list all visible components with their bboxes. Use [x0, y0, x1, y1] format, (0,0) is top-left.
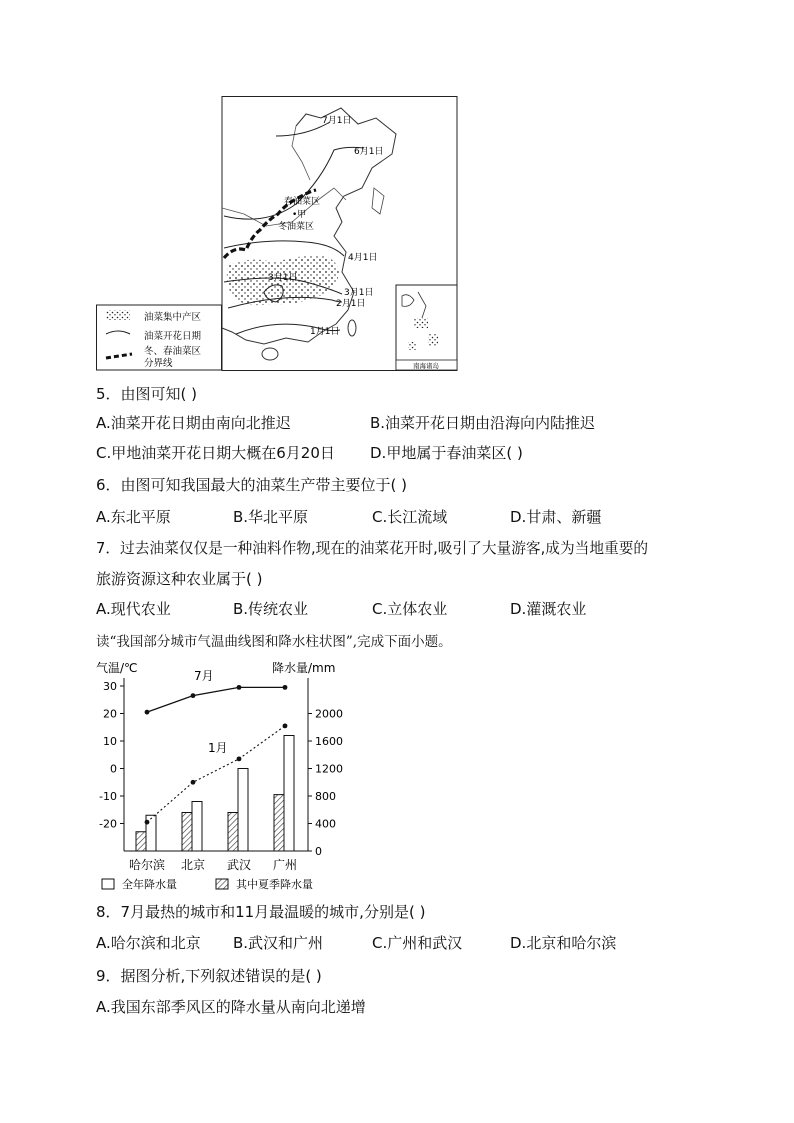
- rapeseed-map: [96, 96, 460, 376]
- xtick-label: 哈尔滨: [128, 858, 166, 872]
- ylabel-left: 气温/℃: [96, 661, 138, 675]
- ytick-right-label: 800: [315, 790, 336, 803]
- point-july-temp: [145, 710, 150, 715]
- q5-option-b[interactable]: B.油菜开花日期由沿海向内陆推迟: [370, 414, 596, 432]
- question-9-stem: 9．据图分析,下列叙述错误的是( ): [96, 967, 322, 985]
- legend-swatch-summer: [216, 879, 228, 889]
- ytick-left-label: 10: [103, 735, 117, 748]
- climate-chart: [90, 654, 350, 896]
- ytick-left-label: 0: [110, 762, 117, 776]
- legend-summer: 其中夏季降水量: [236, 878, 313, 891]
- label-jan1: 1月1日: [310, 327, 340, 337]
- inset-label: 南海诸岛: [413, 362, 439, 370]
- ytick-right-label: 1600: [315, 735, 343, 748]
- ytick-left-label: -20: [99, 817, 117, 831]
- ytick-right-label: 2000: [315, 707, 343, 721]
- q8-option-c[interactable]: C.广州和武汉: [372, 934, 463, 952]
- ytick-left-label: 30: [103, 680, 117, 693]
- q9-option-a[interactable]: A.我国东部季风区的降水量从南向北递增: [96, 998, 366, 1016]
- bar-summer-precip: [136, 832, 146, 851]
- q6-option-b[interactable]: B.华北平原: [233, 508, 309, 526]
- q8-option-b[interactable]: B.武汉和广州: [233, 934, 324, 952]
- question-5-stem: 5．由图可知( ): [96, 385, 198, 403]
- label-feb1: 2月1日: [336, 299, 366, 309]
- q5-option-a[interactable]: A.油菜开花日期由南向北推迟: [96, 414, 291, 432]
- label-spring-area: 春油菜区: [284, 197, 321, 207]
- series-label-jul: 7月: [194, 669, 214, 683]
- label-jul1: 7月1日: [322, 116, 352, 126]
- point-jan-temp: [283, 723, 288, 728]
- q6-option-d[interactable]: D.甘肃、新疆: [510, 508, 602, 526]
- point-jan-temp: [145, 820, 150, 825]
- series-label-jan: 1月: [208, 741, 228, 755]
- label-mar1-inner: 3月1日: [268, 273, 298, 283]
- q5-option-c[interactable]: C.甲地油菜开花日期大概在6月20日: [96, 444, 335, 462]
- xtick-label: 北京: [180, 858, 206, 872]
- ylabel-right: 降水量/mm: [272, 661, 336, 675]
- label-mar1: 3月1日: [344, 288, 374, 298]
- point-jan-temp: [237, 756, 242, 761]
- chart-intro: 读“我国部分城市气温曲线图和降水柱状图”,完成下面小题。: [96, 634, 452, 650]
- question-7-stem-line2: 旅游资源这种农业属于( ): [96, 570, 263, 588]
- q7-option-d[interactable]: D.灌溉农业: [510, 600, 587, 618]
- ytick-left-label: -10: [99, 790, 117, 803]
- label-winter-area: 冬油菜区: [278, 222, 315, 232]
- bar-total-precip: [284, 736, 294, 852]
- bar-summer-precip: [228, 813, 238, 852]
- q5-option-d[interactable]: D.甲地属于春油菜区( ): [370, 444, 523, 462]
- point-july-temp: [283, 685, 288, 690]
- xtick-label: 广州: [272, 858, 298, 872]
- q8-option-d[interactable]: D.北京和哈尔滨: [510, 934, 617, 952]
- xtick-label: 武汉: [226, 858, 252, 872]
- bar-total-precip: [238, 769, 248, 852]
- line-july-temp: [147, 687, 285, 712]
- bar-summer-precip: [182, 813, 192, 852]
- q7-option-c[interactable]: C.立体农业: [372, 600, 448, 618]
- point-jan-temp: [191, 780, 196, 785]
- label-jia: •甲: [292, 210, 307, 220]
- ytick-left-label: 20: [103, 707, 117, 721]
- legend-swatch-total: [102, 879, 114, 889]
- label-jun1: 6月1日: [354, 147, 384, 157]
- bar-summer-precip: [274, 795, 284, 851]
- bar-total-precip: [192, 802, 202, 852]
- question-8-stem: 8．7月最热的城市和11月最温暖的城市,分别是( ): [96, 903, 426, 921]
- point-july-temp: [191, 693, 196, 698]
- q7-option-a[interactable]: A.现代农业: [96, 600, 171, 618]
- ytick-right-label: 0: [315, 845, 322, 858]
- q8-option-a[interactable]: A.哈尔滨和北京: [96, 934, 201, 952]
- q6-option-c[interactable]: C.长江流域: [372, 508, 448, 526]
- q6-option-a[interactable]: A.东北平原: [96, 508, 171, 526]
- legend-total: 全年降水量: [122, 878, 177, 891]
- label-apr1: 4月1日: [348, 253, 378, 263]
- question-6-stem: 6．由图可知我国最大的油菜生产带主要位于( ): [96, 476, 408, 494]
- q7-option-b[interactable]: B.传统农业: [233, 600, 309, 618]
- legend-dash-1: 冬、春油菜区: [144, 346, 202, 357]
- legend-dots: 油菜集中产区: [144, 312, 202, 323]
- ytick-right-label: 1200: [315, 762, 343, 776]
- legend-line: 油菜开花日期: [144, 331, 202, 342]
- point-july-temp: [237, 685, 242, 690]
- question-7-stem-line1: 7．过去油菜仅仅是一种油料作物,现在的油菜花开时,吸引了大量游客,成为当地重要的: [96, 540, 649, 557]
- legend-dash-2: 分界线: [144, 358, 173, 369]
- ytick-right-label: 400: [315, 817, 336, 831]
